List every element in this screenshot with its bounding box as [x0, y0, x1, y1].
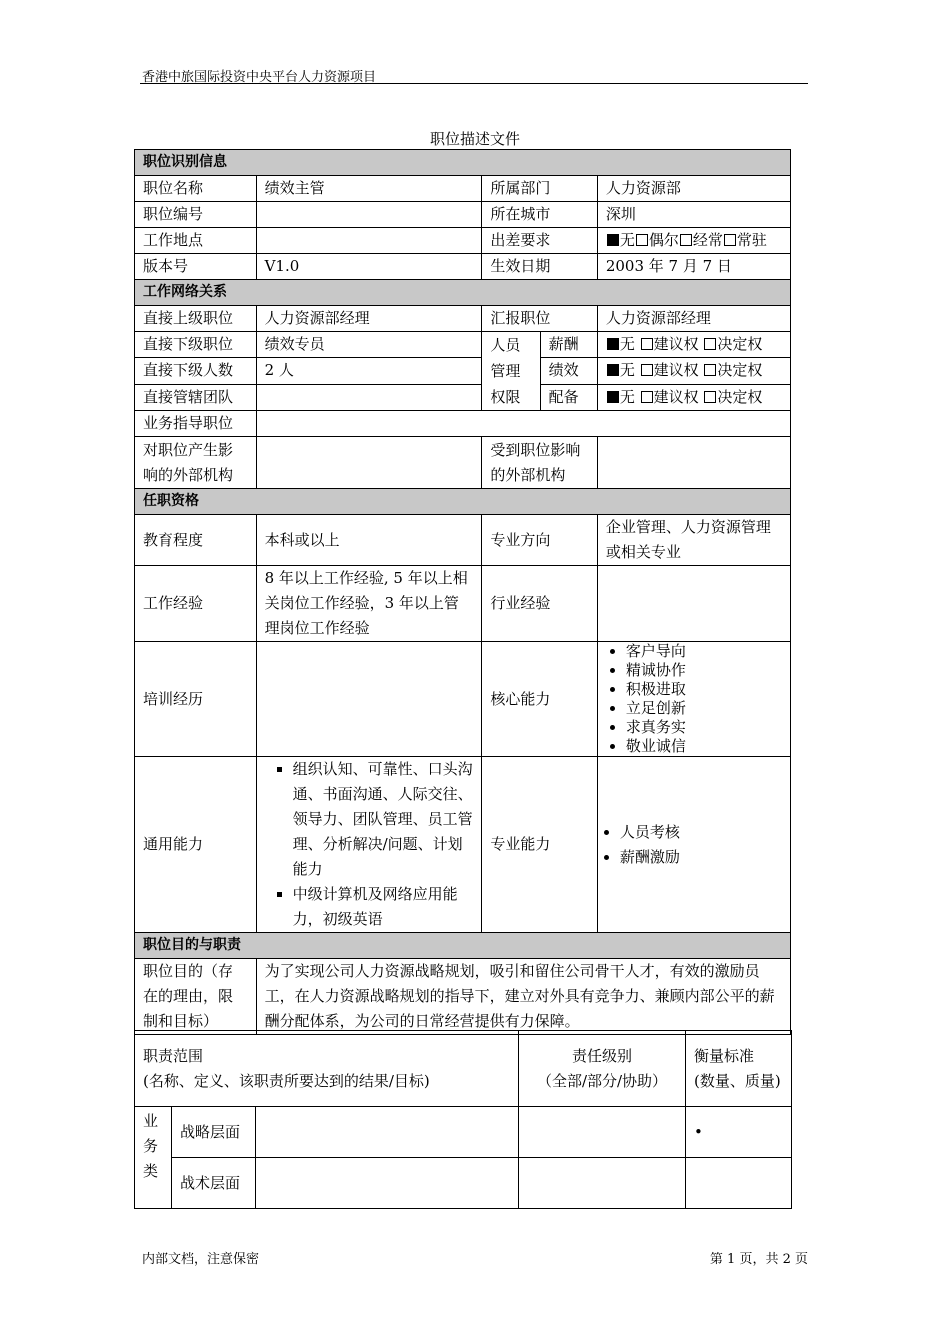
- label-report: 汇报职位: [482, 306, 597, 332]
- duties-category: 业务类: [135, 1107, 172, 1209]
- label-city: 所在城市: [482, 202, 597, 228]
- authority-label-line: 管理: [490, 362, 521, 380]
- section-purpose: 职位目的与职责: [135, 933, 791, 959]
- checkbox-empty-icon: [680, 234, 692, 246]
- document-title: 职位描述文件: [429, 130, 520, 148]
- value-guide: [256, 411, 790, 437]
- duties-level: [519, 1107, 686, 1158]
- value-subordinate: 绩效专员: [256, 332, 482, 358]
- value-industry: [597, 566, 790, 642]
- measure-subtitle: (数量、质量): [694, 1071, 781, 1090]
- value-version: V1.0: [256, 254, 482, 280]
- list-item: • 立足创新: [626, 699, 782, 718]
- authority-option: 决定权: [717, 387, 763, 406]
- checkbox-checked-icon: [607, 364, 619, 376]
- value-subordinate-count: 2 人: [256, 358, 482, 384]
- list-item: • 积极进取: [626, 680, 782, 699]
- duties-scope: [256, 1158, 519, 1209]
- duties-scope-header: [135, 1031, 519, 1107]
- level-title: 责任级别: [572, 1046, 633, 1065]
- level-subtitle: （全部/部分/协助）: [536, 1071, 668, 1090]
- label-industry: 行业经验: [482, 566, 597, 642]
- checkbox-empty-icon: [641, 338, 653, 350]
- core-competence-list: [606, 642, 782, 756]
- duties-table: [134, 1030, 792, 1209]
- checkbox-empty-icon: [704, 338, 716, 350]
- authority-option: 无: [619, 387, 635, 406]
- authority-options: [597, 358, 790, 384]
- authority-option: 无: [619, 361, 635, 380]
- section-network: 工作网络关系: [135, 280, 791, 306]
- section-identification: 职位识别信息: [135, 150, 791, 176]
- value-team: [256, 384, 482, 410]
- value-external-influence: [256, 437, 482, 489]
- travel-option: 无: [619, 231, 635, 249]
- header-company: 香港中旅国际投资中央平台人力资源项目: [142, 70, 377, 85]
- authority-option: 建议权: [653, 335, 699, 354]
- label-training: 培训经历: [135, 642, 257, 757]
- value-core-competence: [597, 642, 790, 757]
- authority-options: [597, 332, 790, 358]
- duties-measure: [686, 1158, 792, 1209]
- label-education: 教育程度: [135, 515, 257, 566]
- authority-options: [597, 384, 790, 410]
- checkbox-checked-icon: [607, 338, 619, 350]
- professional-competence-list: [606, 820, 782, 870]
- value-name: 绩效主管: [256, 176, 482, 202]
- section-qualification: 任职资格: [135, 489, 791, 515]
- travel-option: 常驻: [736, 231, 767, 249]
- authority-area: 薪酬: [540, 332, 597, 358]
- value-experience: 8 年以上工作经验, 5 年以上相关岗位工作经验，3 年以上管理岗位工作经验: [256, 566, 482, 642]
- label-team: 直接管辖团队: [135, 384, 257, 410]
- scope-title: 职责范围: [143, 1046, 204, 1065]
- list-item: ▪ 组织认知、可靠性、口头沟通、书面沟通、人际交往、领导力、团队管理、员工管理、分析解决/问题、计划能力: [293, 757, 474, 882]
- label-version: 版本号: [135, 254, 257, 280]
- value-city: 深圳: [597, 202, 790, 228]
- checkbox-empty-icon: [641, 364, 653, 376]
- authority-option: 决定权: [717, 335, 763, 354]
- label-general-competence: 通用能力: [135, 757, 257, 933]
- travel-option: 经常: [692, 231, 723, 249]
- value-general-competence: [256, 757, 482, 933]
- list-item: • 精诚协作: [626, 661, 782, 680]
- authority-label-line: 权限: [490, 388, 521, 406]
- measure-title: 衡量标准: [694, 1046, 755, 1065]
- value-travel: [597, 228, 790, 254]
- authority-option: 决定权: [717, 361, 763, 380]
- list-item: • 人员考核: [620, 820, 782, 845]
- list-item: • 敬业诚信: [626, 737, 782, 756]
- value-location: [256, 228, 482, 254]
- general-competence-list: [265, 757, 474, 932]
- checkbox-empty-icon: [704, 391, 716, 403]
- checkbox-empty-icon: [704, 364, 716, 376]
- authority-option: 建议权: [653, 361, 699, 380]
- value-code: [256, 202, 482, 228]
- authority-area: 配备: [540, 384, 597, 410]
- value-major: 企业管理、人力资源管理或相关专业: [597, 515, 790, 566]
- duties-layer: 战术层面: [172, 1158, 256, 1209]
- value-dept: 人力资源部: [597, 176, 790, 202]
- footer-confidential: 内部文档，注意保密: [142, 1252, 260, 1267]
- label-name: 职位名称: [135, 176, 257, 202]
- label-travel: 出差要求: [482, 228, 597, 254]
- value-superior: 人力资源部经理: [256, 306, 482, 332]
- label-location: 工作地点: [135, 228, 257, 254]
- header-rule: [140, 83, 808, 84]
- label-code: 职位编号: [135, 202, 257, 228]
- label-purpose: 职位目的（存在的理由，限制和目标）: [135, 959, 257, 1035]
- authority-option: 无: [619, 335, 635, 354]
- checkbox-empty-icon: [641, 391, 653, 403]
- label-guide: 业务指导职位: [135, 411, 257, 437]
- label-professional-competence: 专业能力: [482, 757, 597, 933]
- list-item: • 求真务实: [626, 718, 782, 737]
- value-effective-date: 2003 年 7 月 7 日: [597, 254, 790, 280]
- label-experience: 工作经验: [135, 566, 257, 642]
- value-report: 人力资源部经理: [597, 306, 790, 332]
- list-item: • 薪酬激励: [620, 845, 782, 870]
- label-core-competence: 核心能力: [482, 642, 597, 757]
- value-professional-competence: [597, 757, 790, 933]
- scope-subtitle: (名称、定义、该职责所要达到的结果/目标): [143, 1071, 430, 1090]
- checkbox-checked-icon: [607, 234, 619, 246]
- authority-option: 建议权: [653, 387, 699, 406]
- authority-label-line: 人员: [490, 336, 521, 354]
- authority-area: 绩效: [540, 358, 597, 384]
- value-purpose: 为了实现公司人力资源战略规划，吸引和留住公司骨干人才，有效的激励员工，在人力资源战略规划的指导下，建立对外具有竞争力、兼顾内部公平的薪酬分配体系，为公司的日常经营提供有力保障。: [256, 959, 790, 1035]
- list-item: • 客户导向: [626, 642, 782, 661]
- duties-layer: 战略层面: [172, 1107, 256, 1158]
- label-subordinate-count: 直接下级人数: [135, 358, 257, 384]
- value-education: 本科或以上: [256, 515, 482, 566]
- checkbox-empty-icon: [724, 234, 736, 246]
- duties-measure-header: [686, 1031, 792, 1107]
- list-item: ▪ 中级计算机及网络应用能力，初级英语: [293, 882, 474, 932]
- travel-option: 偶尔: [648, 231, 679, 249]
- checkbox-checked-icon: [607, 391, 619, 403]
- label-major: 专业方向: [482, 515, 597, 566]
- value-training: [256, 642, 482, 757]
- label-external-influence: 对职位产生影响的外部机构: [135, 437, 257, 489]
- job-description-table: [134, 149, 791, 1035]
- footer-page-number: 第 1 页，共 2 页: [709, 1252, 808, 1267]
- duties-scope: [256, 1107, 519, 1158]
- duties-level-header: [519, 1031, 686, 1107]
- label-external-affected: 受到职位影响的外部机构: [482, 437, 597, 489]
- checkbox-empty-icon: [636, 234, 648, 246]
- duties-level: [519, 1158, 686, 1209]
- label-superior: 直接上级职位: [135, 306, 257, 332]
- duties-measure: •: [686, 1107, 792, 1158]
- label-authority: [482, 332, 540, 411]
- label-dept: 所属部门: [482, 176, 597, 202]
- value-external-affected: [597, 437, 790, 489]
- label-effective-date: 生效日期: [482, 254, 597, 280]
- label-subordinate: 直接下级职位: [135, 332, 257, 358]
